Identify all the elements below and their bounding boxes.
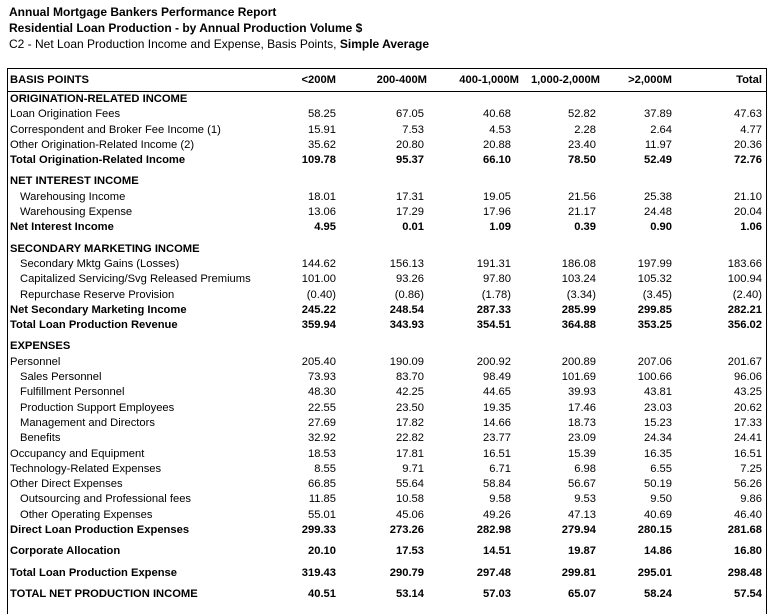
row-label: SECONDARY MARKETING INCOME bbox=[10, 242, 200, 255]
value-cell: 96.06 bbox=[734, 371, 762, 384]
row-label: Occupancy and Equipment bbox=[10, 447, 145, 460]
value-cell: (0.40) bbox=[306, 288, 336, 301]
value-cell: 297.48 bbox=[476, 566, 511, 579]
header-basis-points: BASIS POINTS bbox=[8, 69, 273, 92]
value-cell: 98.49 bbox=[483, 371, 511, 384]
value-cell: 248.54 bbox=[389, 303, 424, 316]
value-cell: 207.06 bbox=[637, 355, 672, 368]
value-cell: 103.24 bbox=[561, 273, 596, 286]
value-cell: 65.07 bbox=[568, 587, 596, 600]
value-cell: 43.25 bbox=[734, 386, 762, 399]
row-label: Warehousing Expense bbox=[20, 206, 133, 219]
value-cell: 279.94 bbox=[561, 524, 596, 537]
value-cell: 43.81 bbox=[644, 386, 672, 399]
value-cell: 2.64 bbox=[650, 123, 672, 136]
value-cell: 67.05 bbox=[396, 108, 424, 121]
value-cell: 56.26 bbox=[734, 478, 762, 491]
value-cell: 1.06 bbox=[740, 221, 762, 234]
value-cell: 83.70 bbox=[396, 371, 424, 384]
value-cell: 40.68 bbox=[483, 108, 511, 121]
value-cell: 144.62 bbox=[301, 257, 336, 270]
value-cell: 48.30 bbox=[308, 386, 336, 399]
report-titles bbox=[9, 4, 429, 52]
value-cell: 73.93 bbox=[308, 371, 336, 384]
value-cell: 23.50 bbox=[396, 401, 424, 414]
table-row bbox=[8, 107, 766, 122]
value-cell: 285.99 bbox=[561, 303, 596, 316]
value-cell: 97.80 bbox=[483, 273, 511, 286]
value-cell: 20.36 bbox=[734, 138, 762, 151]
value-cell: 0.39 bbox=[574, 221, 596, 234]
header-col-200-400m: 200-400M bbox=[358, 69, 443, 92]
value-cell: 299.33 bbox=[301, 524, 336, 537]
value-cell: 24.34 bbox=[644, 432, 672, 445]
value-cell: 9.71 bbox=[402, 462, 424, 475]
value-cell: 319.43 bbox=[301, 566, 336, 579]
row-label: NET INTEREST INCOME bbox=[10, 175, 139, 188]
value-cell: 354.51 bbox=[476, 319, 511, 332]
value-cell: 17.31 bbox=[396, 190, 424, 203]
value-cell: 57.54 bbox=[734, 587, 762, 600]
value-cell: 156.13 bbox=[389, 257, 424, 270]
value-cell: 16.51 bbox=[734, 447, 762, 460]
value-cell: 13.06 bbox=[308, 206, 336, 219]
value-cell: 280.15 bbox=[637, 524, 672, 537]
value-cell: 298.48 bbox=[727, 566, 762, 579]
report-subtitle: Residential Loan Production - by Annual Production Volume $ bbox=[9, 21, 363, 35]
row-label: Net Secondary Marketing Income bbox=[10, 303, 187, 316]
row-label: Production Support Employees bbox=[20, 401, 175, 414]
value-cell: 20.62 bbox=[734, 401, 762, 414]
value-cell: 343.93 bbox=[389, 319, 424, 332]
value-cell: 47.13 bbox=[568, 508, 596, 521]
value-cell: 23.09 bbox=[568, 432, 596, 445]
row-label: Total Loan Production Expense bbox=[10, 566, 177, 579]
value-cell: 72.76 bbox=[734, 154, 762, 167]
value-cell: 191.31 bbox=[476, 257, 511, 270]
value-cell: 201.67 bbox=[727, 355, 762, 368]
value-cell: 66.85 bbox=[308, 478, 336, 491]
value-cell: 17.33 bbox=[734, 416, 762, 429]
value-cell: 4.53 bbox=[489, 123, 511, 136]
value-cell: 11.85 bbox=[308, 493, 336, 506]
value-cell: 55.01 bbox=[308, 508, 336, 521]
value-cell: 16.51 bbox=[483, 447, 511, 460]
value-cell: 190.09 bbox=[389, 355, 424, 368]
value-cell: (3.34) bbox=[566, 288, 596, 301]
value-cell: 58.84 bbox=[483, 478, 511, 491]
row-label: Warehousing Income bbox=[20, 190, 126, 203]
table-body bbox=[8, 92, 766, 603]
table-row bbox=[8, 492, 766, 507]
value-cell: 58.25 bbox=[308, 108, 336, 121]
value-cell: 18.73 bbox=[568, 416, 596, 429]
section-header-row bbox=[8, 236, 766, 257]
value-cell: 281.68 bbox=[727, 524, 762, 537]
value-cell: 20.04 bbox=[734, 206, 762, 219]
value-cell: 78.50 bbox=[568, 154, 596, 167]
value-cell: 19.35 bbox=[483, 401, 511, 414]
value-cell: 6.55 bbox=[650, 462, 672, 475]
row-label: Other Origination-Related Income (2) bbox=[10, 138, 195, 151]
row-label: Management and Directors bbox=[20, 416, 155, 429]
table-row bbox=[8, 508, 766, 523]
table-row bbox=[8, 220, 766, 235]
table-row bbox=[8, 560, 766, 581]
report-title: Annual Mortgage Bankers Performance Report bbox=[9, 5, 277, 19]
value-cell: 299.81 bbox=[561, 566, 596, 579]
row-label: Capitalized Servicing/Svg Released Premiums bbox=[20, 273, 251, 286]
value-cell: 18.01 bbox=[308, 190, 336, 203]
value-cell: 42.25 bbox=[396, 386, 424, 399]
value-cell: 17.53 bbox=[396, 545, 424, 558]
row-label: Total Loan Production Revenue bbox=[10, 319, 178, 332]
row-label: Outsourcing and Professional fees bbox=[20, 493, 192, 506]
row-label: Benefits bbox=[20, 432, 61, 445]
report-description-emphasis: Simple Average bbox=[339, 37, 430, 51]
value-cell: 15.91 bbox=[308, 123, 336, 136]
value-cell: (2.40) bbox=[732, 288, 762, 301]
table-row bbox=[8, 153, 766, 168]
table-row bbox=[8, 370, 766, 385]
value-cell: 23.40 bbox=[568, 138, 596, 151]
value-cell: 9.86 bbox=[740, 493, 762, 506]
value-cell: 9.53 bbox=[574, 493, 596, 506]
value-cell: 105.32 bbox=[637, 273, 672, 286]
value-cell: 55.64 bbox=[396, 478, 424, 491]
value-cell: 45.06 bbox=[396, 508, 424, 521]
value-cell: 20.80 bbox=[396, 138, 424, 151]
table-row bbox=[8, 416, 766, 431]
basis-points-table bbox=[7, 68, 767, 614]
value-cell: 47.63 bbox=[734, 108, 762, 121]
table-row bbox=[8, 401, 766, 416]
value-cell: 23.03 bbox=[644, 401, 672, 414]
header-col-total: Total bbox=[692, 69, 766, 92]
table-row bbox=[8, 303, 766, 318]
value-cell: 57.03 bbox=[483, 587, 511, 600]
table-row bbox=[8, 462, 766, 477]
value-cell: 10.58 bbox=[396, 493, 424, 506]
value-cell: 20.88 bbox=[483, 138, 511, 151]
value-cell: 186.08 bbox=[561, 257, 596, 270]
table-row bbox=[8, 523, 766, 538]
value-cell: 25.38 bbox=[644, 190, 672, 203]
row-label: TOTAL NET PRODUCTION INCOME bbox=[10, 587, 198, 600]
table-row bbox=[8, 272, 766, 287]
value-cell: 7.25 bbox=[740, 462, 762, 475]
value-cell: 200.89 bbox=[561, 355, 596, 368]
value-cell: 18.53 bbox=[308, 447, 336, 460]
section-header-row bbox=[8, 92, 766, 108]
table-row bbox=[8, 538, 766, 559]
value-cell: 245.22 bbox=[301, 303, 336, 316]
value-cell: 52.82 bbox=[568, 108, 596, 121]
table-row bbox=[8, 318, 766, 333]
row-label: EXPENSES bbox=[10, 340, 71, 353]
header-col-1000-2000m: 1,000-2,000M bbox=[523, 69, 608, 92]
value-cell: 17.29 bbox=[396, 206, 424, 219]
table-row bbox=[8, 138, 766, 153]
report-description bbox=[9, 36, 429, 52]
row-label: Corporate Allocation bbox=[10, 545, 121, 558]
row-label: Other Operating Expenses bbox=[20, 508, 153, 521]
row-label: Fulfillment Personnel bbox=[20, 386, 125, 399]
value-cell: 14.66 bbox=[483, 416, 511, 429]
value-cell: 295.01 bbox=[637, 566, 672, 579]
value-cell: 24.41 bbox=[734, 432, 762, 445]
value-cell: 40.51 bbox=[308, 587, 336, 600]
table-row bbox=[8, 581, 766, 602]
table-row bbox=[8, 431, 766, 446]
value-cell: 23.77 bbox=[483, 432, 511, 445]
table-row bbox=[8, 477, 766, 492]
value-cell: 35.62 bbox=[308, 138, 336, 151]
value-cell: 100.94 bbox=[727, 273, 762, 286]
row-label: Sales Personnel bbox=[20, 371, 102, 384]
section-header-row bbox=[8, 333, 766, 354]
value-cell: 24.48 bbox=[644, 206, 672, 219]
table-row bbox=[8, 123, 766, 138]
value-cell: 205.40 bbox=[301, 355, 336, 368]
value-cell: 16.35 bbox=[644, 447, 672, 460]
value-cell: 66.10 bbox=[483, 154, 511, 167]
table-row bbox=[8, 355, 766, 370]
value-cell: 93.26 bbox=[396, 273, 424, 286]
value-cell: 6.71 bbox=[489, 462, 511, 475]
value-cell: 353.25 bbox=[637, 319, 672, 332]
value-cell: 15.39 bbox=[568, 447, 596, 460]
value-cell: 14.51 bbox=[483, 545, 511, 558]
value-cell: 101.69 bbox=[561, 371, 596, 384]
table-row bbox=[8, 257, 766, 272]
value-cell: 6.98 bbox=[574, 462, 596, 475]
value-cell: 58.24 bbox=[644, 587, 672, 600]
value-cell: 0.01 bbox=[402, 221, 424, 234]
value-cell: (0.86) bbox=[394, 288, 424, 301]
value-cell: 4.77 bbox=[740, 123, 762, 136]
value-cell: 197.99 bbox=[637, 257, 672, 270]
value-cell: 16.80 bbox=[734, 545, 762, 558]
value-cell: 44.65 bbox=[483, 386, 511, 399]
value-cell: 7.53 bbox=[402, 123, 424, 136]
value-cell: 282.21 bbox=[727, 303, 762, 316]
value-cell: 20.10 bbox=[308, 545, 336, 558]
value-cell: 56.67 bbox=[568, 478, 596, 491]
value-cell: 37.89 bbox=[644, 108, 672, 121]
value-cell: 39.93 bbox=[568, 386, 596, 399]
value-cell: 21.56 bbox=[568, 190, 596, 203]
value-cell: 364.88 bbox=[561, 319, 596, 332]
value-cell: 299.85 bbox=[637, 303, 672, 316]
value-cell: 290.79 bbox=[389, 566, 424, 579]
row-label: Direct Loan Production Expenses bbox=[10, 524, 190, 537]
value-cell: 17.81 bbox=[396, 447, 424, 460]
value-cell: 4.95 bbox=[314, 221, 336, 234]
table-row bbox=[8, 447, 766, 462]
value-cell: 109.78 bbox=[301, 154, 336, 167]
value-cell: 8.55 bbox=[314, 462, 336, 475]
data-table bbox=[8, 69, 766, 602]
row-label: Other Direct Expenses bbox=[10, 478, 123, 491]
value-cell: 17.82 bbox=[396, 416, 424, 429]
value-cell: 200.92 bbox=[476, 355, 511, 368]
value-cell: (3.45) bbox=[642, 288, 672, 301]
value-cell: 9.58 bbox=[489, 493, 511, 506]
row-label: Correspondent and Broker Fee Income (1) bbox=[10, 123, 221, 136]
value-cell: 22.82 bbox=[396, 432, 424, 445]
table-row bbox=[8, 205, 766, 220]
value-cell: 19.87 bbox=[568, 545, 596, 558]
value-cell: 17.46 bbox=[568, 401, 596, 414]
value-cell: 101.00 bbox=[301, 273, 336, 286]
value-cell: 95.37 bbox=[396, 154, 424, 167]
value-cell: 21.17 bbox=[568, 206, 596, 219]
table-row bbox=[8, 288, 766, 303]
value-cell: 27.69 bbox=[308, 416, 336, 429]
value-cell: 11.97 bbox=[644, 138, 672, 151]
value-cell: 17.96 bbox=[483, 206, 511, 219]
value-cell: 40.69 bbox=[644, 508, 672, 521]
table-header-row bbox=[8, 69, 766, 92]
row-label: Total Origination-Related Income bbox=[10, 154, 186, 167]
row-label: Technology-Related Expenses bbox=[10, 462, 162, 475]
value-cell: 14.86 bbox=[644, 545, 672, 558]
value-cell: 52.49 bbox=[644, 154, 672, 167]
value-cell: 21.10 bbox=[734, 190, 762, 203]
value-cell: 15.23 bbox=[644, 416, 672, 429]
value-cell: 287.33 bbox=[476, 303, 511, 316]
row-label: ORIGINATION-RELATED INCOME bbox=[10, 93, 188, 105]
value-cell: 183.66 bbox=[727, 257, 762, 270]
value-cell: 356.02 bbox=[727, 319, 762, 332]
table-row bbox=[8, 190, 766, 205]
header-col-gt2000m: >2,000M bbox=[608, 69, 692, 92]
value-cell: 100.66 bbox=[637, 371, 672, 384]
value-cell: 50.19 bbox=[644, 478, 672, 491]
value-cell: 273.26 bbox=[389, 524, 424, 537]
value-cell: 53.14 bbox=[396, 587, 424, 600]
value-cell: 2.28 bbox=[574, 123, 596, 136]
report-description-text: C2 - Net Loan Production Income and Expense, Basis Points, bbox=[9, 37, 337, 51]
row-label: Net Interest Income bbox=[10, 221, 114, 234]
value-cell: 359.94 bbox=[301, 319, 336, 332]
value-cell: 22.55 bbox=[308, 401, 336, 414]
header-col-lt200m: <200M bbox=[273, 69, 358, 92]
value-cell: 49.26 bbox=[483, 508, 511, 521]
value-cell: 32.92 bbox=[308, 432, 336, 445]
value-cell: 9.50 bbox=[650, 493, 672, 506]
value-cell: 1.09 bbox=[489, 221, 511, 234]
row-label: Secondary Mktg Gains (Losses) bbox=[20, 257, 180, 270]
value-cell: 282.98 bbox=[476, 524, 511, 537]
value-cell: (1.78) bbox=[481, 288, 511, 301]
section-header-row bbox=[8, 168, 766, 189]
row-label: Personnel bbox=[10, 355, 61, 368]
row-label: Repurchase Reserve Provision bbox=[20, 288, 175, 301]
row-label: Loan Origination Fees bbox=[10, 108, 121, 121]
value-cell: 0.90 bbox=[650, 221, 672, 234]
table-row bbox=[8, 385, 766, 400]
value-cell: 46.40 bbox=[734, 508, 762, 521]
value-cell: 19.05 bbox=[483, 190, 511, 203]
header-col-400-1000m: 400-1,000M bbox=[443, 69, 523, 92]
